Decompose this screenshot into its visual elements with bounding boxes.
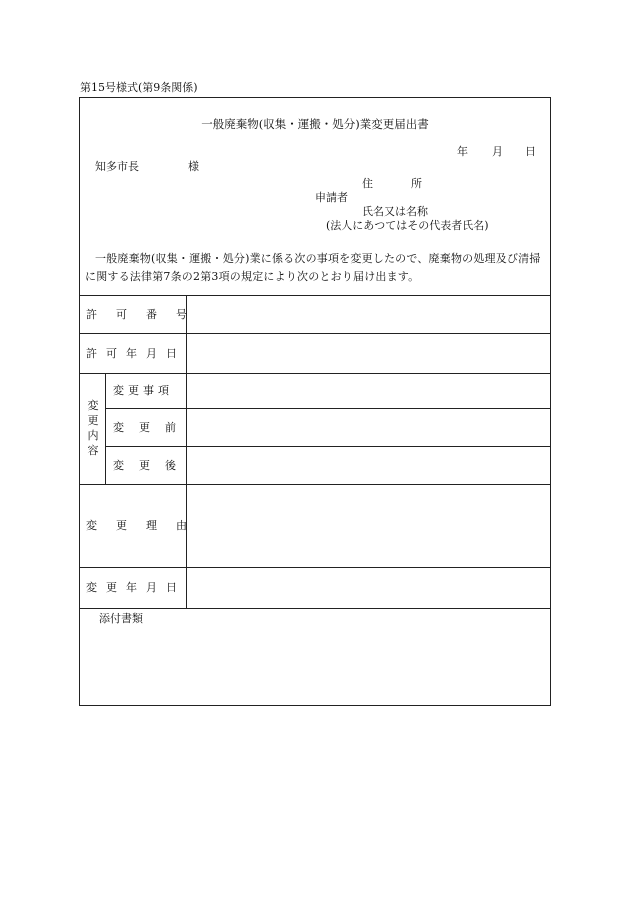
permit-date-field[interactable]: [187, 334, 550, 373]
applicant-name-note: (法人にあつてはその代表者氏名): [326, 219, 489, 232]
notification-form: [79, 97, 551, 706]
addressee-honorific: 様: [188, 160, 199, 173]
form-number: 第15号様式(第9条関係): [80, 81, 198, 94]
notification-body: 一般廃棄物(収集・運搬・処分)業に係る次の事項を変更したので、廃棄物の処理及び清掃に関する法律第7条の2第3項の規定により次のとおり届け出ます。: [85, 252, 541, 283]
attachments-label: 添付書類: [99, 612, 143, 625]
change-content-label: 変更内容: [87, 399, 99, 457]
date-day: 日: [525, 145, 536, 158]
before-label: 変更前: [113, 421, 191, 434]
permit-number-field[interactable]: [187, 296, 550, 333]
applicant-address-label: 住所: [362, 177, 460, 190]
reason-label: 変更理由: [86, 519, 206, 532]
after-label: 変更後: [113, 459, 191, 472]
permit-number-label: 許可番号: [86, 308, 206, 321]
change-item-field[interactable]: [187, 374, 550, 408]
form-title: 一般廃棄物(収集・運搬・処分)業変更届出書: [201, 117, 429, 131]
applicant-name-label: 氏名又は名称: [362, 205, 428, 218]
change-item-label: 変更事項: [113, 384, 173, 397]
after-field[interactable]: [187, 447, 550, 484]
date-year: 年: [457, 145, 468, 158]
addressee-name: 知多市長: [95, 160, 139, 173]
applicant-label: 申請者: [315, 191, 348, 204]
change-date-field[interactable]: [187, 568, 550, 608]
date-month: 月: [492, 145, 503, 158]
reason-field[interactable]: [187, 485, 550, 567]
before-field[interactable]: [187, 409, 550, 446]
change-date-label: 変更年月日: [86, 581, 186, 594]
permit-date-label: 許可年月日: [86, 347, 186, 360]
attachments-field[interactable]: [80, 609, 550, 705]
